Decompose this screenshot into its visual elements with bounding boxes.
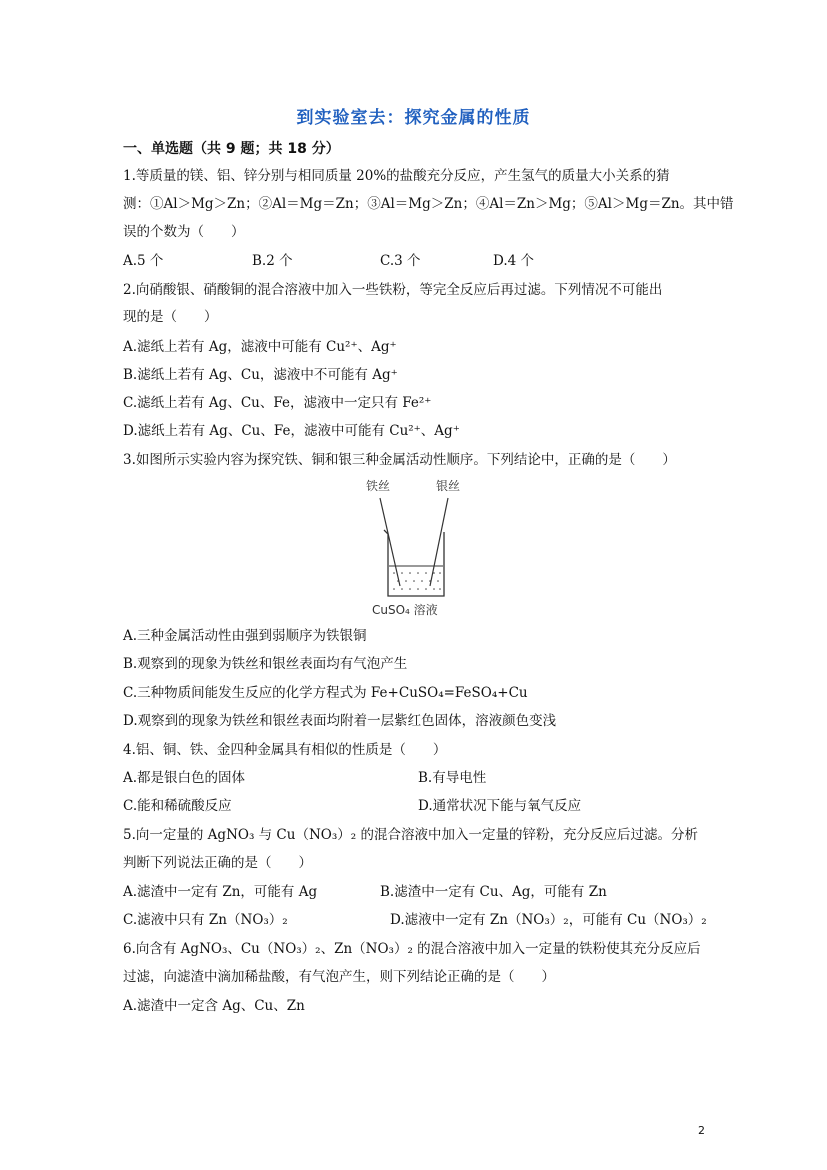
liquid-dots bbox=[393, 572, 441, 590]
document-title: 到实验室去：探究金属的性质 bbox=[296, 108, 531, 128]
iron-wire-label: 铁丝 bbox=[366, 479, 391, 493]
silver-wire bbox=[430, 498, 448, 586]
q5-stem-line-2: 判断下列说法正确的是（ ） bbox=[123, 855, 312, 871]
q1-option-c: C.3 个 bbox=[380, 253, 421, 269]
q1-stem-line-2: 测：①Al＞Mg＞Zn；②Al＝Mg＝Zn；③Al＝Mg＞Zn；④Al＝Zn＞Mg；⑤Al＞Mg＝Zn。其中错 bbox=[123, 196, 734, 212]
beaker-diagram bbox=[360, 478, 470, 618]
q3-option-c: C.三种物质间能发生反应的化学方程式为 Fe+CuSO₄=FeSO₄+Cu bbox=[123, 685, 528, 701]
q1-stem-line-1: 1.等质量的镁、铝、锌分别与相同质量 20%的盐酸充分反应，产生氢气的质量大小关系的猜 bbox=[123, 168, 670, 184]
q5-option-a: A.滤渣中一定有 Zn，可能有 Ag bbox=[123, 884, 318, 900]
q2-stem-line-1: 2.向硝酸银、硝酸铜的混合溶液中加入一些铁粉，等完全反应后再过滤。下列情况不可能出 bbox=[123, 282, 663, 298]
q3-option-b: B.观察到的现象为铁丝和银丝表面均有气泡产生 bbox=[123, 656, 408, 672]
iron-wire bbox=[380, 498, 400, 586]
q1-stem-line-3: 误的个数为（ ） bbox=[123, 224, 245, 240]
q4-option-c: C.能和稀硫酸反应 bbox=[123, 798, 232, 814]
solution-label: CuSO₄ 溶液 bbox=[372, 603, 438, 617]
q4-stem-line-1: 4.铝、铜、铁、金四种金属具有相似的性质是（ ） bbox=[123, 742, 447, 758]
beaker-figure bbox=[360, 478, 470, 618]
q1-option-d: D.4 个 bbox=[493, 253, 535, 269]
q6-option-a: A.滤渣中一定含 Ag、Cu、Zn bbox=[123, 998, 305, 1014]
q4-option-a: A.都是银白色的固体 bbox=[123, 770, 246, 786]
q3-stem-line-1: 3.如图所示实验内容为探究铁、铜和银三种金属活动性顺序。下列结论中，正确的是（ ） bbox=[123, 452, 676, 468]
q2-option-a: A.滤纸上若有 Ag，滤液中可能有 Cu²⁺、Ag⁺ bbox=[123, 339, 397, 355]
section-heading: 一、单选题（共 9 题；共 18 分） bbox=[123, 141, 340, 157]
q6-stem-line-2: 过滤，向滤渣中滴加稀盐酸，有气泡产生，则下列结论正确的是（ ） bbox=[123, 969, 555, 985]
q1-option-b: B.2 个 bbox=[252, 253, 293, 269]
q2-option-d: D.滤纸上若有 Ag、Cu、Fe，滤液中可能有 Cu²⁺、Ag⁺ bbox=[123, 423, 460, 439]
q5-option-b: B.滤渣中一定有 Cu、Ag，可能有 Zn bbox=[380, 884, 607, 900]
q5-stem-line-1: 5.向一定量的 AgNO₃ 与 Cu（NO₃）₂ 的混合溶液中加入一定量的锌粉，充分反应后过滤。分析 bbox=[123, 827, 698, 843]
q4-option-b: B.有导电性 bbox=[418, 770, 487, 786]
q2-stem-line-2: 现的是（ ） bbox=[123, 309, 218, 325]
page-number: 2 bbox=[698, 1124, 705, 1137]
silver-wire-label: 银丝 bbox=[436, 479, 461, 493]
q2-option-b: B.滤纸上若有 Ag、Cu，滤液中不可能有 Ag⁺ bbox=[123, 367, 398, 383]
q4-option-d: D.通常状况下能与氧气反应 bbox=[418, 798, 582, 814]
q1-option-a: A.5 个 bbox=[123, 253, 164, 269]
q3-option-a: A.三种金属活动性由强到弱顺序为铁银铜 bbox=[123, 628, 367, 644]
q6-stem-line-1: 6.向含有 AgNO₃、Cu（NO₃）₂、Zn（NO₃）₂ 的混合溶液中加入一定量的铁粉使其充分反应后 bbox=[123, 941, 701, 957]
q5-option-d: D.滤液中一定有 Zn（NO₃）₂，可能有 Cu（NO₃）₂ bbox=[390, 912, 707, 928]
q2-option-c: C.滤纸上若有 Ag、Cu、Fe，滤液中一定只有 Fe²⁺ bbox=[123, 395, 432, 411]
q3-option-d: D.观察到的现象为铁丝和银丝表面均附着一层紫红色固体，溶液颜色变浅 bbox=[123, 713, 557, 729]
q5-option-c: C.滤液中只有 Zn（NO₃）₂ bbox=[123, 912, 288, 928]
